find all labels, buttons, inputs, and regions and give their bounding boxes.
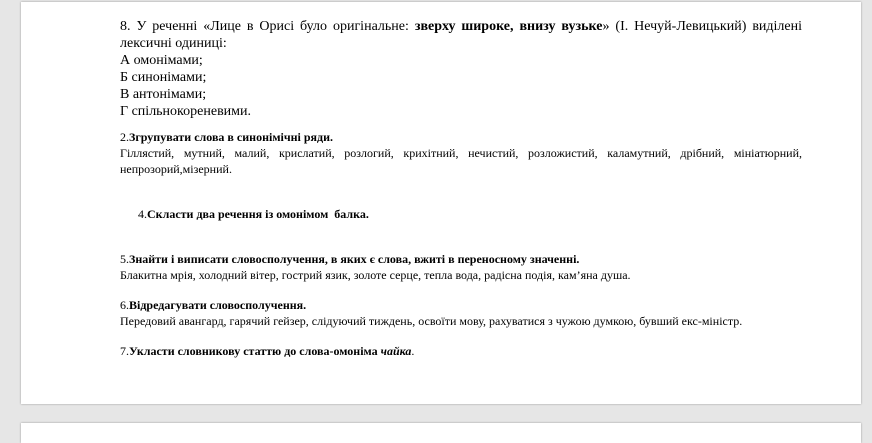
task-6-title: [120, 298, 802, 313]
task-4-number: 4.: [138, 207, 147, 221]
task-2-heading: Згрупувати слова в синонімічні ряди.: [129, 130, 333, 144]
question-8-option-d: Г спільнокореневими.: [120, 104, 252, 119]
question-8-number: 8.: [120, 19, 131, 34]
task-7-heading-text: Укласти словникову статтю до слова-омоніма: [129, 344, 381, 358]
task-7-end: .: [411, 344, 415, 358]
question-8-text-before: У реченні «Лице в Орисі було оригінальне:: [130, 19, 415, 34]
question-8-option-c: В антонімами;: [120, 87, 207, 102]
question-8-text-after: » (І. Нечуй-Левицький) виділені лексичні одиниці:: [120, 19, 803, 51]
task-6-body: Передовий авангард, гарячий гейзер, слідуючий тиждень, освоїти мову, рахуватися з чужою думкою, бувший екс-міністр.: [120, 314, 743, 328]
task-2-title: [120, 130, 802, 145]
task-4-heading: Скласти два речення із омонімом балка.: [147, 207, 369, 221]
next-document-page: [21, 423, 861, 443]
task-5-number: 5.: [120, 252, 129, 266]
task-4-title: [120, 192, 802, 237]
task-7-title: [120, 344, 802, 359]
question-8: [120, 18, 802, 52]
task-7-number: 7.: [120, 344, 129, 358]
task-7-heading: [129, 344, 411, 358]
task-6-number: 6.: [120, 298, 129, 312]
task-5-heading: Знайти і виписати словосполучення, в яких є слова, вжиті в переносному значенні.: [129, 252, 580, 266]
task-6-heading: Відредагувати словосполучення.: [129, 298, 307, 312]
task-5-title: [120, 252, 802, 267]
task-5-body: Блакитна мрія, холодний вітер, гострий язик, золоте серце, тепла вода, радісна подія, кам’яна душа.: [120, 268, 631, 282]
question-8-option-a: А омонімами;: [120, 53, 203, 68]
task-7-heading-word: чайка: [380, 344, 412, 358]
question-8-option-b: Б синонімами;: [120, 70, 207, 85]
document-page: [21, 2, 861, 404]
task-2-number: 2.: [120, 130, 129, 144]
page-content: [120, 18, 802, 359]
task-2-body: Гіллястий, мутний, малий, крислатий, розлогий, крихітний, нечистий, розложистий, каламутний, дрібний, мініатюрний, непрозорий,мізерний.: [120, 146, 802, 176]
question-8-bold: зверху широке, внизу вузьке: [414, 19, 603, 34]
